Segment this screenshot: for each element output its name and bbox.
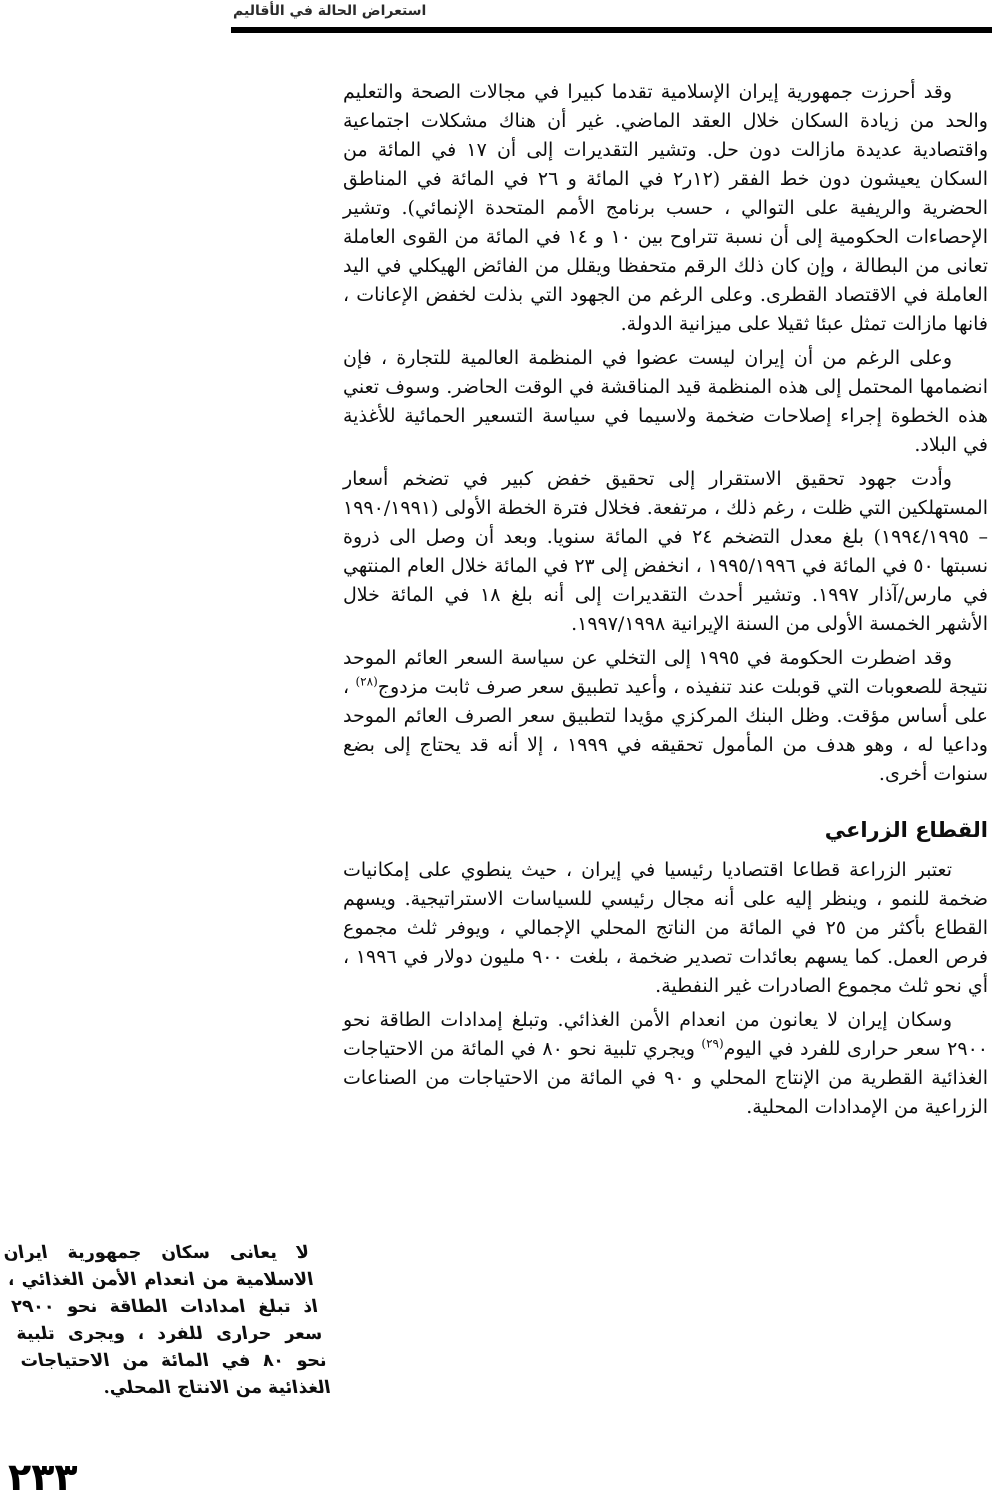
paragraph-text: ويجري تلبية نحو ٨٠ في المائة من الاحتياجات الغذائية القطرية من الإنتاج المحلي و ٩٠ في المائة من الاحتياجات من الصناعات الزراعية من الإمدادات المحلية. xyxy=(343,1038,988,1118)
header-rule xyxy=(231,27,992,33)
paragraph-food-security xyxy=(343,1006,988,1122)
paragraph-text: وقد اضطرت الحكومة في ١٩٩٥ إلى التخلي عن سياسة السعر العائم الموحد نتيجة للصعوبات التي قوبلت عند تنفيذه ، وأعيد تطبيق سعر صرف ثابت مزدوج xyxy=(343,647,988,698)
margin-note: لا يعانى سكان جمهورية ايران الاسلامية من انعدام الأمن الغذائي ، اذ تبلغ امدادات الطاقة نحو ٢٩٠٠ سعر حرارى للفرد ، ويجرى تلبية نحو ٨٠ في المائة من الاحتياجات الغذائية من الانتاج المحلي. xyxy=(1,1243,333,1398)
paragraph-inflation xyxy=(343,465,988,639)
paragraph-text: تعتبر الزراعة قطاعا اقتصاديا رئيسيا في إيران ، حيث ينطوي على إمكانيات ضخمة للنمو ، وينظر إليه على أنه مجال رئيسي للسياسات الاستراتيجية. ويسهم القطاع بأكثر من ٢٥ في المائة من الناتج المحلي الإجمالي ، ويوفر ثلث مجموع فرص العمل. كما يسهم بعائدات تصدير ضخمة ، بلغت ٩٠٠ مليون دولار في ١٩٩٦ ، أي نحو ثلث مجموع الصادرات غير النفطية. xyxy=(343,859,989,997)
paragraph-agriculture-role xyxy=(343,856,988,1001)
paragraph-text: وقد أحرزت جمهورية إيران الإسلامية تقدما كبيرا في مجالات الصحة والتعليم والحد من زيادة السكان خلال العقد الماضي. غير أن هناك مشكلات اجتماعية واقتصادية عديدة مازالت دون حل. وتشير التقديرات إلى أن ١٧ في المائة من السكان يعيشون دون خط الفقر (١٢ر٢ في المائة و ٢٦ في المائة في المناطق الحضرية والريفية على التوالي ، حسب برنامج الأمم المتحدة الإنمائي). وتشير الإحصاءات الحكومية إلى أن نسبة تتراوح بين ١٠ و ١٤ في المائة من القوى العاملة تعانى من البطالة ، وإن كان ذلك الرقم متحفظا ويقلل من الفائض الهيكلي في اليد العاملة في الاقتصاد القطرى. وعلى الرغم من الجهود التي بذلت لخفض الإعانات ، فانها مازالت تمثل عبئا ثقيلا على ميزانية الدولة. xyxy=(343,81,988,335)
main-text-column xyxy=(343,78,988,1127)
footnote-marker-29: (٢٩) xyxy=(701,1036,724,1051)
paragraph-wto-membership xyxy=(343,344,988,460)
paragraph-exchange-rate xyxy=(343,644,988,789)
paragraph-text: وعلى الرغم من أن إيران ليست عضوا في المنظمة العالمية للتجارة ، فإن انضمامها المحتمل إلى هذه المنظمة قيد المناقشة في الوقت الحاضر. وسوف تعني هذه الخطوة إجراء إصلاحات ضخمة ولاسيما في سياسة التسعير الحمائية للأغذية في البلاد. xyxy=(343,347,988,456)
page-number: ٢٣٣ xyxy=(8,1455,78,1499)
paragraph-text: وأدت جهود تحقيق الاستقرار إلى تحقيق خفض كبير في تضخم أسعار المستهلكين التي ظلت ، رغم ذلك ، مرتفعة. فخلال فترة الخطة الأولى (١٩٩٠/١٩٩١ – ١٩٩٤/١٩٩٥) بلغ معدل التضخم ٢٤ في المائة سنويا. وبعد أن وصل الى ذروة نسبتها ٥٠ في المائة في ١٩٩٥/١٩٩٦ ، انخفض إلى ٢٣ في المائة خلال العام المنتهي في مارس/آذار ١٩٩٧. وتشير أحدث التقديرات إلى أنه بلغ ١٨ في المائة خلال الأشهر الخمسة الأولى من السنة الإيرانية ١٩٩٧/١٩٩٨. xyxy=(343,468,988,635)
running-header-title: استعراض الحالة في الأقاليم xyxy=(233,3,427,19)
footnote-marker-28: (٢٨) xyxy=(355,674,378,689)
section-heading-agriculture: القطاع الزراعي xyxy=(824,817,988,842)
paragraph-text: وسكان إيران لا يعانون من انعدام الأمن الغذائي. وتبلغ إمدادات الطاقة نحو ٢٩٠٠ سعر حرارى للفرد في اليوم xyxy=(343,1009,988,1060)
paragraph-text: ، على أساس مؤقت. وظل البنك المركزي مؤيدا لتطبيق سعر الصرف العائم الموحد وداعيا له ، وهو هدف من المأمول تحقيقه في ١٩٩٩ ، إلا أنه قد يحتاج إلى بضع سنوات أخرى. xyxy=(343,676,988,785)
paragraph-health-education xyxy=(343,78,988,339)
